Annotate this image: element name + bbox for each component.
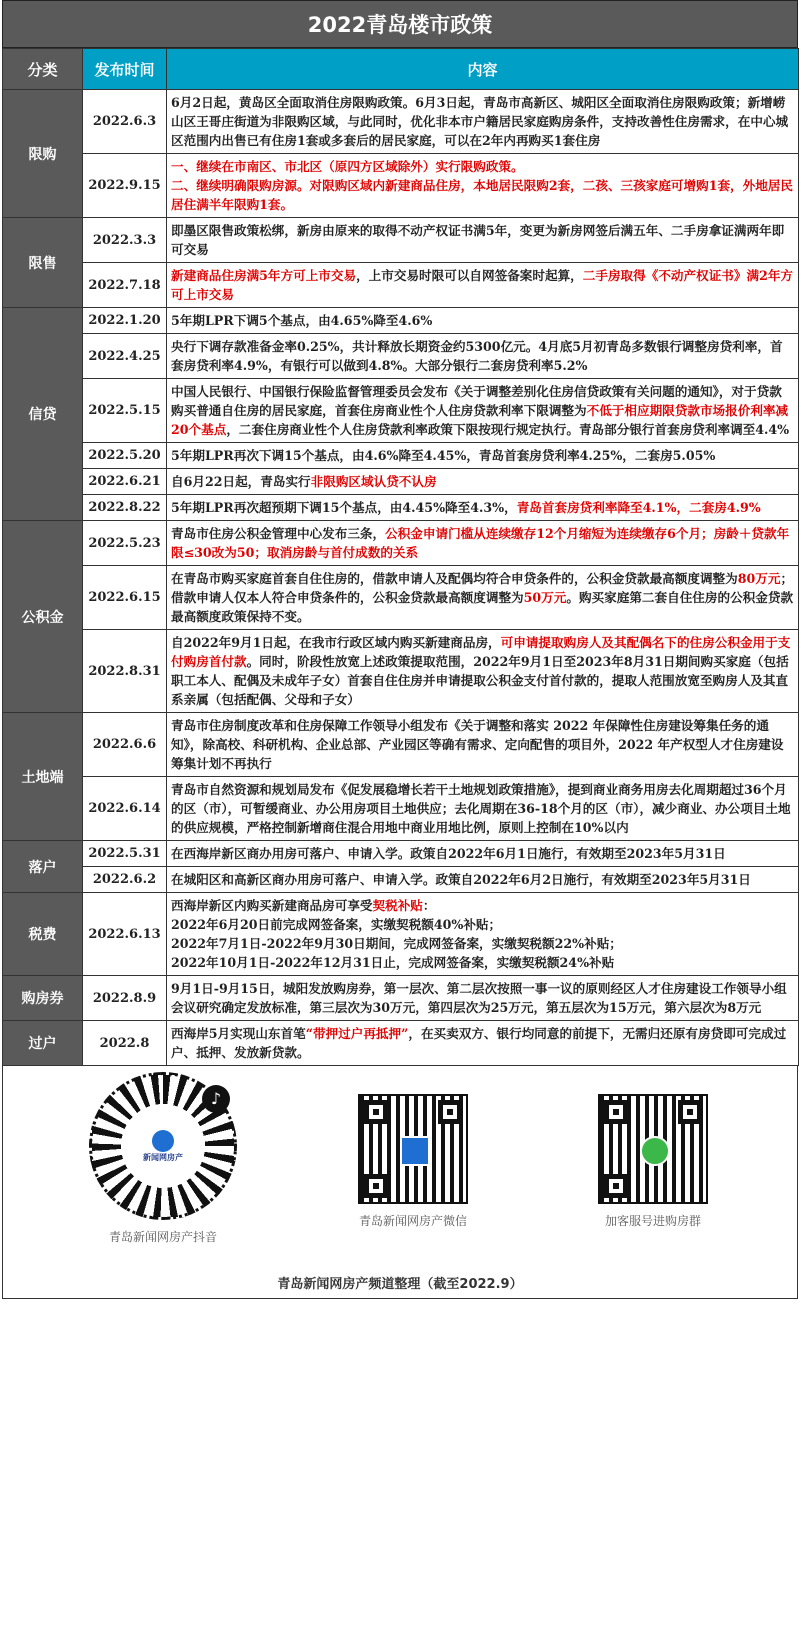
content-text: 在城阳区和高新区商办用房可落户、申请入学。政策自2022年6月2日施行，有效期至2023年5月31日 [171,872,751,887]
table-row [3,976,799,1021]
category-cell: 限售 [3,218,83,308]
date-cell: 2022.4.25 [83,334,167,379]
content-cell [167,469,799,495]
table-row [3,630,799,713]
service-qr-code [598,1094,708,1204]
content-cell [167,90,799,154]
douyin-caption: 青岛新闻网房产抖音 [108,1230,217,1244]
category-cell: 限购 [3,90,83,218]
content-text: 9月1日-9月15日，城阳发放购房券，第一层次、第二层次按照一事一议的原则经区人才住房建设工作领导小组会议研究确定发放标准，第三层次为30万元，第四层次为25万元，第五层次为15万元，第六层次为8万元 [171,981,787,1015]
content-text: 6月2日起，黄岛区全面取消住房限购政策。6月3日起，青岛市高新区、城阳区全面取消住房限购政策；新增崂山区王哥庄街道为非限购区域，与此同时，优化非本市户籍居民家庭购房条件，支持改善性住房需求，在中心城区范围内出售已有住房1套或多套后的居民家庭，可以在2年内再购买1套住房 [171,95,789,148]
highlight-text: 公积金申请门槛从连续缴存12个月缩短为连续缴存6个月；房龄＋贷款年限≤30改为50；取消房龄与首付成数的关系 [171,526,790,560]
table-body [3,90,799,1066]
content-text: 5年期LPR下调5个基点，由4.65%降至4.6% [171,313,433,328]
table-row [3,841,799,867]
content-cell [167,841,799,867]
date-cell: 2022.6.3 [83,90,167,154]
policy-page [2,0,798,1299]
content-text: 中国人民银行、中国银行保险监督管理委员会发布《关于调整差别化住房信贷政策有关问题的通知》，对于贷款购买普通自住房的居民家庭，首套住房商业性个人住房贷款利率下限调整为 [171,384,782,418]
highlight-text: 50万元 [523,590,567,605]
logo-text: 新闻网房产 [143,1152,183,1162]
table-row [3,90,799,154]
date-cell: 2022.8.22 [83,495,167,521]
category-cell: 过户 [3,1021,83,1066]
content-cell [167,443,799,469]
highlight-text: 一、继续在市南区、市北区（原四方区域除外）实行限购政策。 二、继续明确限购房源。对限购区域内新建商品住房，本地居民限购2套，二孩、三孩家庭可增购1套，外地居民居住满半年限购1套。 [171,159,794,212]
highlight-text: 非限购区域认贷不认房 [310,474,437,489]
table-row [3,263,799,308]
date-cell: 2022.6.2 [83,867,167,893]
content-cell [167,154,799,218]
table-row [3,308,799,334]
date-cell: 2022.6.21 [83,469,167,495]
highlight-text: 新建商品住房满5年方可上市交易 [171,268,357,283]
content-cell [167,263,799,308]
date-cell: 2022.5.15 [83,379,167,443]
content-cell [167,566,799,630]
wechat-logo-icon [400,1136,430,1166]
table-row [3,566,799,630]
content-cell [167,777,799,841]
content-text: 在西海岸新区商办用房可落户、申请入学。政策自2022年6月1日施行，有效期至2023年5月31日 [171,846,726,861]
content-text: 。同时，阶段性放宽上述政策提取范围，2022年9月1日至2023年8月31日期间购买家庭（包括职工本人、配偶及未成年子女）首套自住住房并申请提取公积金支付首付款的，提取人范围放宽至购房人及其直系亲属（包括配偶、父母和子女） [171,654,789,707]
date-cell: 2022.6.15 [83,566,167,630]
content-text: ；借款申请人仅本人符合申贷条件的，公积金贷款最高额度调整为 [171,571,794,605]
date-cell: 2022.6.13 [83,893,167,976]
table-row [3,867,799,893]
service-qr-block [553,1094,753,1229]
content-text: 5年期LPR再次超预期下调15个基点，由4.45%降至4.3%， [171,500,517,515]
footer-note: 青岛新闻网房产频道整理（截至2022.9） [277,1277,523,1292]
news-logo [136,1119,190,1173]
logo-mark-icon [152,1130,174,1152]
tiktok-icon: ♪ [202,1085,230,1113]
content-cell [167,521,799,566]
date-cell: 2022.3.3 [83,218,167,263]
category-cell: 购房券 [3,976,83,1021]
wechat-qr-code [358,1094,468,1204]
content-text: 5年期LPR再次下调15个基点，由4.6%降至4.45%，青岛首套房贷利率4.25%，二套房5.05% [171,448,716,463]
content-cell [167,1021,799,1066]
table-row [3,154,799,218]
content-cell [167,893,799,976]
highlight-text: 可申请提取购房人及其配偶名下的住房公积金用于支付购房首付款 [171,635,791,669]
content-cell [167,308,799,334]
highlight-text: 二手房取得《不动产权证书》满2年方可上市交易 [171,268,794,302]
content-text: ： 2022年6月20日前完成网签备案，实缴契税额40%补贴； 2022年7月1日-2022年9月30日期间，完成网签备案，实缴契税额22%补贴； 2022年10月1日-2022年12月31日止，完成网签备案，实缴契税额24%补贴 [171,898,622,970]
date-cell: 2022.7.18 [83,263,167,308]
table-row [3,443,799,469]
service-caption: 加客服号进购房群 [604,1214,701,1228]
content-text: 。购买家庭第二套自住住房的公积金贷款最高额度政策保持不变。 [171,590,794,624]
date-cell: 2022.8.9 [83,976,167,1021]
page-title: 2022青岛楼市政策 [2,0,798,48]
content-text: 央行下调存款准备金率0.25%，共计释放长期资金约5300亿元。4月底5月初青岛多数银行调整房贷利率，首套房贷利率4.9%，有银行可以做到4.8%。大部分银行二套房贷利率5.2% [171,339,783,373]
wechat-qr-block [313,1094,513,1229]
header-content: 内容 [167,49,799,90]
highlight-text: 契税补贴 [372,898,423,913]
douyin-qr-block [63,1072,263,1245]
content-text: 自6月22日起，青岛实行 [171,474,311,489]
content-text: 西海岸新区内购买新建商品房可享受 [171,898,373,913]
date-cell: 2022.6.6 [83,713,167,777]
date-cell: 2022.9.15 [83,154,167,218]
content-cell [167,630,799,713]
category-cell: 税费 [3,893,83,976]
date-cell: 2022.1.20 [83,308,167,334]
content-text: ，二套住房商业性个人住房贷款利率政策下限按现行规定执行。青岛部分银行首套房贷利率调至4.4% [226,422,790,437]
table-row [3,379,799,443]
table-row [3,713,799,777]
date-cell: 2022.5.23 [83,521,167,566]
table-row [3,495,799,521]
content-text: 在青岛市购买家庭首套自住住房的，借款申请人及配偶均符合申贷条件的，公积金贷款最高额度调整为 [171,571,738,586]
content-cell [167,218,799,263]
header-category: 分类 [3,49,83,90]
category-cell: 信贷 [3,308,83,521]
table-header-row [3,49,799,90]
content-text: 即墨区限售政策松绑，新房由原来的取得不动产权证书满5年，变更为新房网签后满五年、二手房拿证满两年即可交易 [171,223,785,257]
table-row [3,1021,799,1066]
footer [2,1066,798,1299]
wechat-contact-icon [640,1136,670,1166]
date-cell: 2022.8.31 [83,630,167,713]
table-row [3,218,799,263]
content-text: 青岛市住房制度改革和住房保障工作领导小组发布《关于调整和落实 2022 年保障性住房建设筹集任务的通知》，除高校、科研机构、企业总部、产业园区等确有需求、定向配售的项目外，2022 年产权型人才住房建设筹集计划不再执行 [171,718,784,771]
wechat-caption: 青岛新闻网房产微信 [358,1214,467,1228]
category-cell: 土地端 [3,713,83,841]
table-row [3,893,799,976]
table-row [3,777,799,841]
highlight-text: 青岛首套房贷利率降至4.1%，二套房4.9% [516,500,761,515]
header-date: 发布时间 [83,49,167,90]
content-cell [167,976,799,1021]
content-text: 青岛市住房公积金管理中心发布三条， [171,526,386,541]
highlight-text: “带押过户再抵押” [305,1026,409,1041]
table-row [3,334,799,379]
highlight-text: 不低于相应期限贷款市场报价利率减20个基点 [171,403,789,437]
content-cell [167,867,799,893]
date-cell: 2022.6.14 [83,777,167,841]
policy-table [2,48,799,1066]
table-row [3,521,799,566]
content-cell [167,379,799,443]
content-cell [167,495,799,521]
date-cell: 2022.8 [83,1021,167,1066]
highlight-text: 80万元 [737,571,781,586]
content-text: 青岛市自然资源和规划局发布《促发展稳增长若干土地规划政策措施》，提到商业商务用房去化周期超过36个月的区（市），可暂缓商业、办公用房项目土地供应；去化周期在36-18个月的区（市），减少商业、办公项目土地的供应规模，严格控制新增商住混合用地中商业用地比例，原则上控制在10%以内 [171,782,791,835]
content-text: ，在买卖双方、银行均同意的前提下，无需归还原有房贷即可完成过户、抵押、发放新贷款。 [171,1026,787,1060]
table-row [3,469,799,495]
date-cell: 2022.5.31 [83,841,167,867]
date-cell: 2022.5.20 [83,443,167,469]
category-cell: 落户 [3,841,83,893]
content-text: ，上市交易时限可以自网签备案时起算， [356,268,583,283]
category-cell: 公积金 [3,521,83,713]
douyin-qr-code [89,1072,237,1220]
content-cell [167,334,799,379]
content-text: 自2022年9月1日起，在我市行政区域内购买新建商品房， [171,635,501,650]
content-cell [167,713,799,777]
content-text: 西海岸5月实现山东首笔 [171,1026,306,1041]
